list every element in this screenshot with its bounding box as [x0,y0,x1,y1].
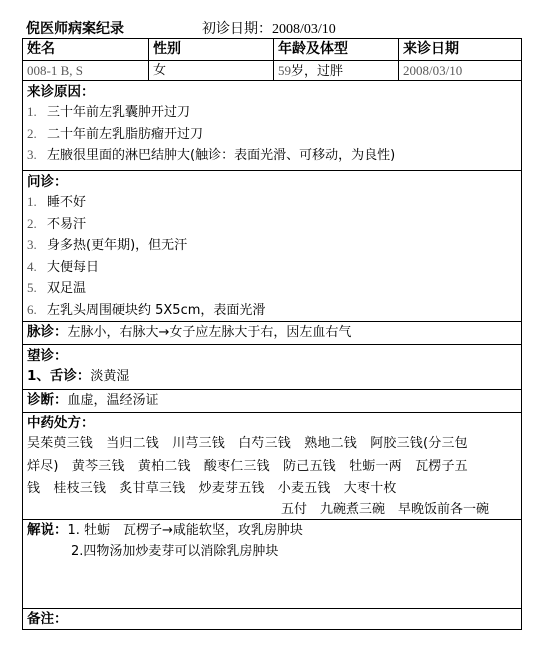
prescription-section [27,413,468,501]
explanation-line-2: 2.四物汤加炒麦芽可以消除乳房肿块 [71,544,279,559]
explanation-section [27,520,303,562]
notes-title: 备注： [27,611,68,627]
patient-sex: 女 [153,63,167,78]
inspection-title: 望诊： [27,348,68,364]
section-divider [23,608,521,609]
prescription-line: 烊尽) 黄芩三钱 黄柏二钱 酸枣仁三钱 防己五钱 牡蛎一两 瓦楞子五 [27,458,468,474]
col-header-visit-date: 来诊日期 [403,41,459,57]
record-table [22,38,522,630]
section-divider [23,344,521,345]
inquiry-section [27,172,265,321]
tongue-line [27,366,129,388]
tongue-text: 淡黄湿 [90,369,130,384]
list-item: 6. 左乳头周围硬块约 5X5cm，表面光滑 [27,301,266,318]
explanation-line-1: 解说：1. 牡蛎 瓦楞子→咸能软坚，攻乳房肿块 [27,522,303,538]
prescription-line: 钱 桂枝三钱 炙甘草三钱 炒麦芽五钱 小麦五钱 大枣十枚 [27,481,397,496]
explanation-title: 解说： [27,522,68,538]
prescription-dosage: 五付 九碗煮三碗 早晚饭前各一碗 [281,502,490,517]
pulse-section [27,322,351,343]
patient-visit-date: 2008/03/10 [403,63,463,78]
col-header-sex: 性别 [153,41,181,57]
list-item: 4. 大便每日 [27,258,100,275]
notes-section [27,609,68,630]
first-visit [202,18,336,38]
list-item: 1. 睡不好 [27,194,87,210]
patient-age-value: 59 [278,63,291,78]
prescription-title: 中药处方： [27,415,95,431]
list-item: 1. 三十年前左乳囊肿开过刀 [27,104,191,120]
patient-name: 008-1 B, S [27,63,83,78]
record-header [24,17,524,39]
record-title: 倪医师病案纪录 [26,21,124,37]
diagnosis-section [27,390,159,411]
pulse-text: 左脉小，右脉大→女子应左脉大于右，因左血右气 [67,325,352,340]
list-item: 3. 左腋很里面的淋巴结肿大(触诊：表面光滑、可移动，为良性) [27,147,396,163]
list-item: 2. 不易汗 [27,215,87,232]
col-header-age: 年龄及体型 [278,41,348,57]
list-item: 3. 身多热(更年期)，但无汗 [27,237,188,253]
pulse-title: 脉诊： [27,324,68,340]
reason-title: 来诊原因： [27,84,95,100]
prescription-line: 吴茱萸三钱 当归二钱 川芎三钱 白芍三钱 熟地二钱 阿胶三钱(分三包 [27,436,468,451]
col-header-name: 姓名 [27,41,55,57]
reason-section [27,82,395,167]
first-visit-date: 2008/03/10 [272,22,336,37]
section-divider [23,170,521,171]
first-visit-label: 初诊日期： [202,21,272,37]
list-item: 5. 双足温 [27,280,87,296]
inspection-section [27,346,129,388]
tongue-label: 1、舌诊： [27,368,91,384]
patient-age [278,61,343,82]
patient-age-suffix: 岁，过胖 [291,64,344,79]
diagnosis-text: 血虚，温经汤证 [67,393,159,408]
row-divider [23,80,521,81]
inquiry-title: 问诊： [27,174,68,190]
list-item: 2. 二十年前左乳脂肪瘤开过刀 [27,125,204,142]
diagnosis-title: 诊断： [27,392,68,408]
